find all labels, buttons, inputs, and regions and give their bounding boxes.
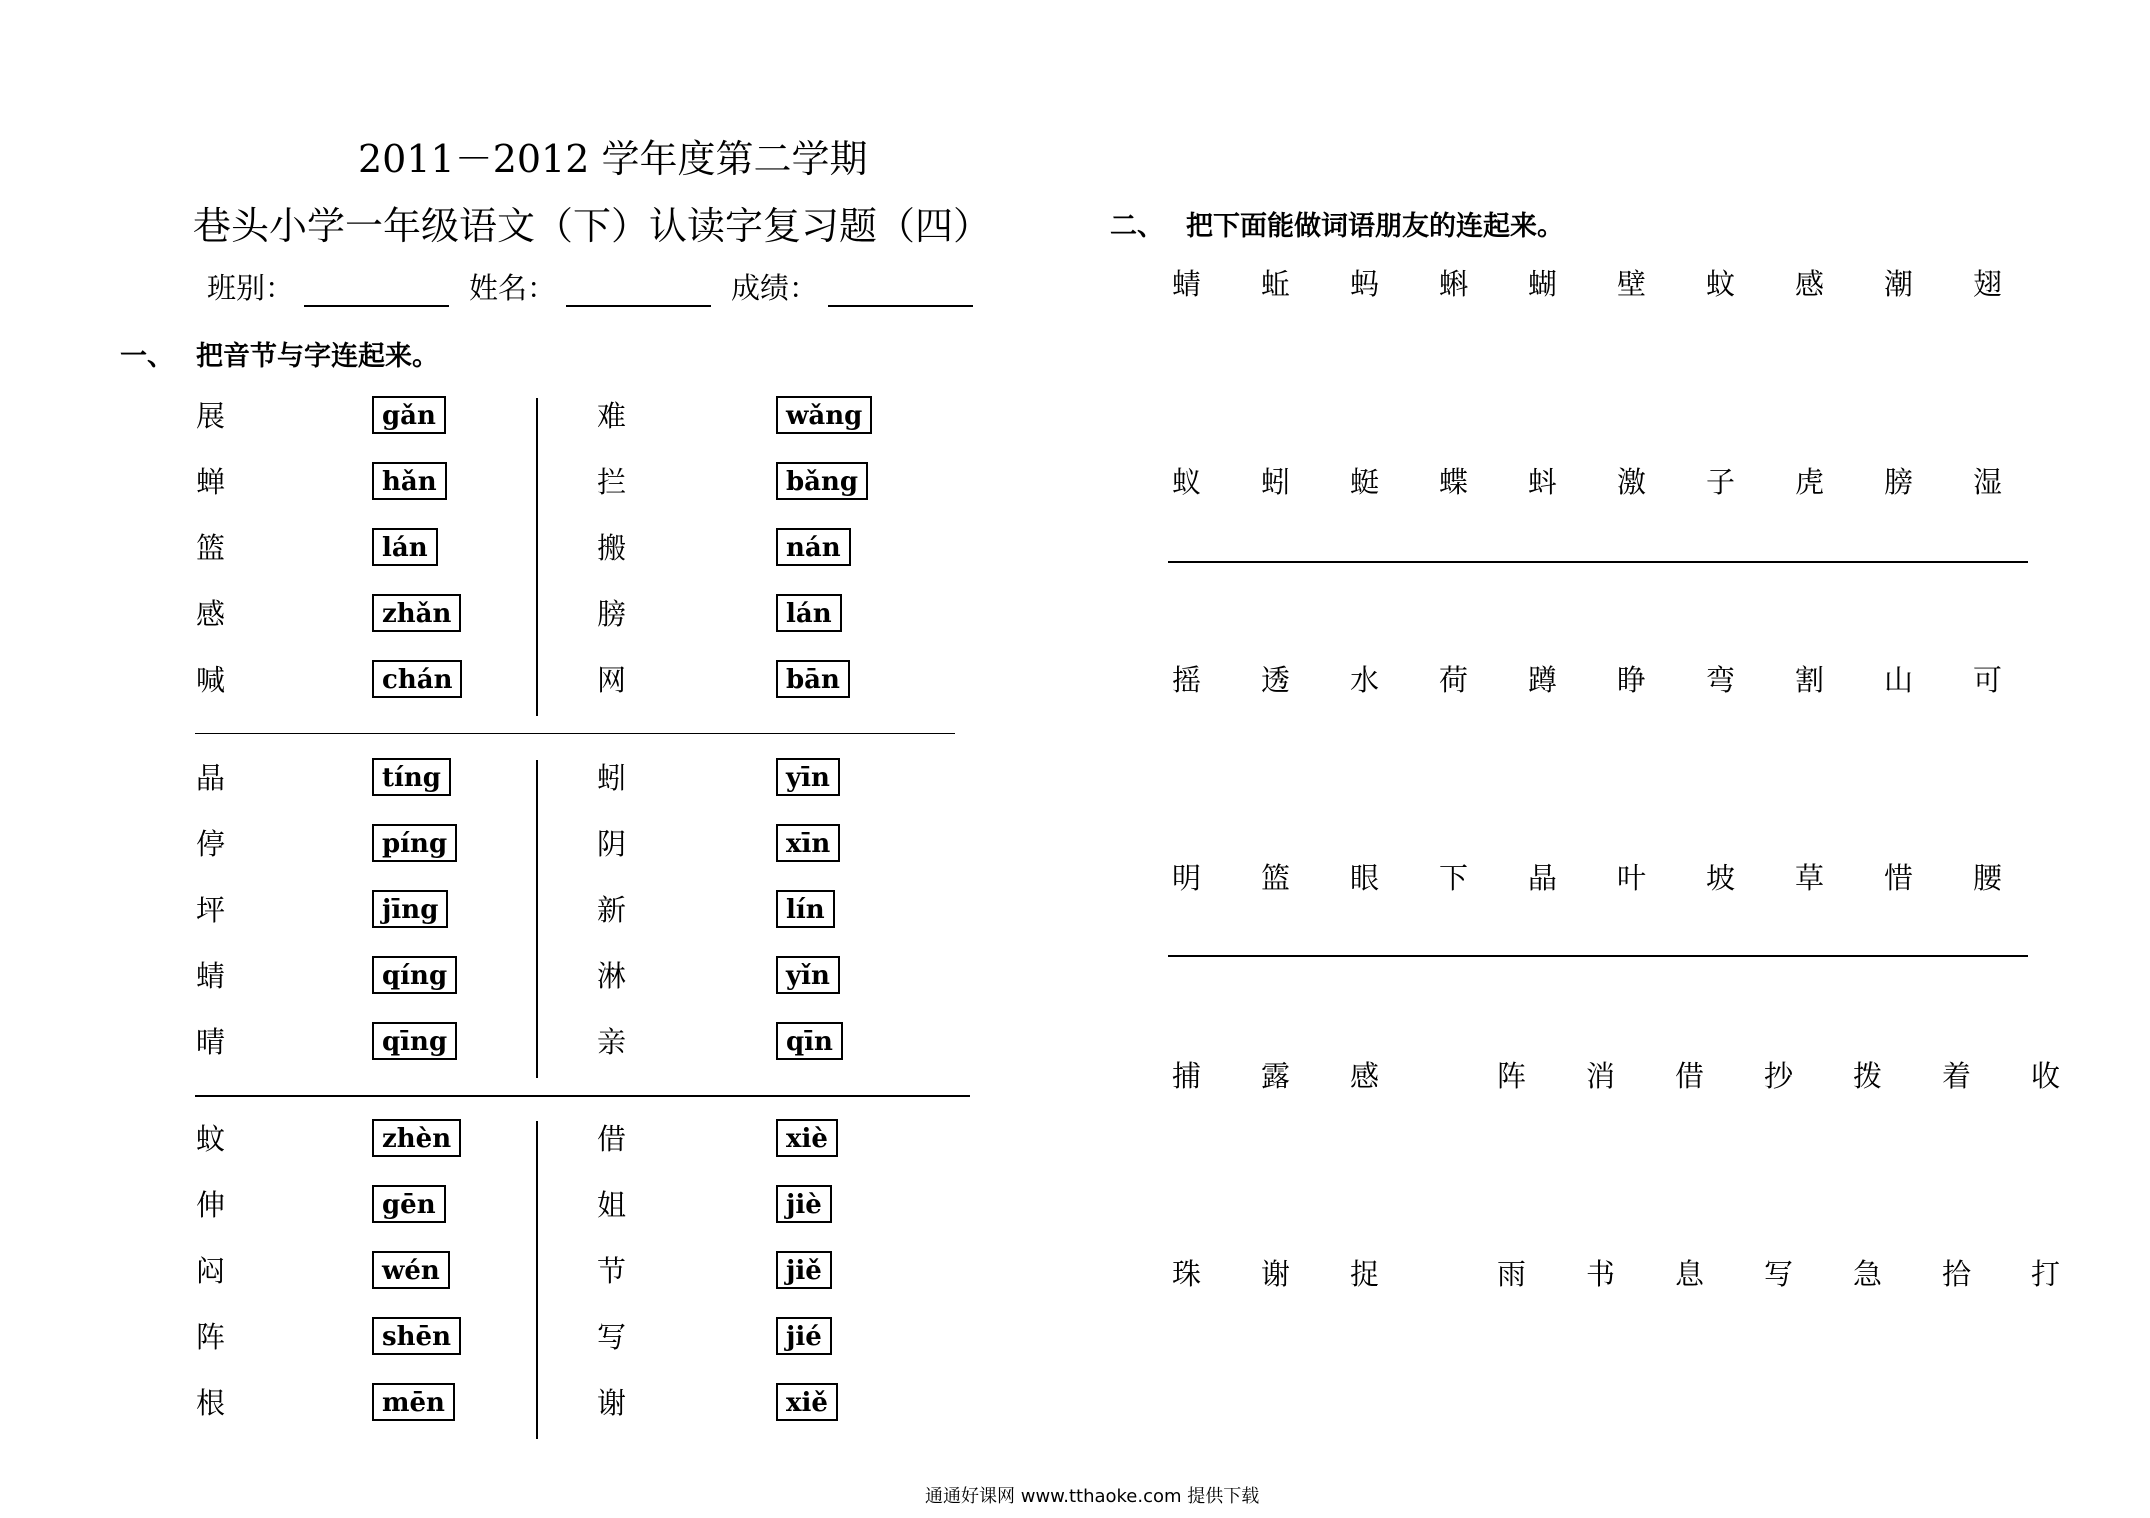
- pinyin-box[interactable]: gēn: [372, 1185, 446, 1223]
- character[interactable]: 闷: [196, 1254, 226, 1288]
- word-character[interactable]: 息: [1675, 1257, 1705, 1291]
- section-one-title: 把音节与字连起来。: [196, 341, 439, 372]
- name-label: 姓名：: [469, 271, 557, 305]
- word-character[interactable]: 晶: [1528, 861, 1558, 895]
- group-1-vertical-divider: [536, 398, 538, 716]
- pinyin-box[interactable]: mēn: [372, 1383, 455, 1421]
- character[interactable]: 亲: [597, 1025, 627, 1059]
- word-character[interactable]: 篮: [1261, 861, 1291, 895]
- word-character[interactable]: 透: [1261, 663, 1291, 697]
- pinyin-box[interactable]: wǎng: [776, 396, 872, 434]
- character[interactable]: 搬: [597, 531, 627, 565]
- word-divider-2: [1168, 955, 2028, 957]
- character[interactable]: 感: [196, 597, 226, 631]
- pinyin-box[interactable]: nán: [776, 528, 851, 566]
- word-character[interactable]: 蝌: [1439, 267, 1469, 301]
- name-blank[interactable]: [566, 277, 711, 307]
- pinyin-box[interactable]: qíng: [372, 956, 457, 994]
- word-character[interactable]: 写: [1764, 1257, 1794, 1291]
- footer-credit: 通通好课网 www.tthaoke.com 提供下载: [925, 1486, 1260, 1507]
- word-character[interactable]: 蚁: [1172, 465, 1202, 499]
- section-two-title: 把下面能做词语朋友的连起来。: [1186, 211, 1564, 242]
- word-character[interactable]: 虎: [1795, 465, 1825, 499]
- pinyin-box[interactable]: yǐn: [776, 956, 840, 994]
- word-character[interactable]: 潮: [1884, 267, 1914, 301]
- word-character[interactable]: 蝴: [1528, 267, 1558, 301]
- character[interactable]: 谢: [597, 1386, 627, 1420]
- pinyin-box[interactable]: jīng: [372, 890, 448, 928]
- word-character[interactable]: 消: [1586, 1059, 1616, 1093]
- pinyin-box[interactable]: xiè: [776, 1119, 838, 1157]
- character[interactable]: 姐: [597, 1188, 627, 1222]
- word-character[interactable]: 急: [1853, 1257, 1883, 1291]
- pinyin-box[interactable]: chán: [372, 660, 462, 698]
- word-character[interactable]: 蚓: [1261, 465, 1291, 499]
- pinyin-box[interactable]: hǎn: [372, 462, 447, 500]
- word-character[interactable]: 荷: [1439, 663, 1469, 697]
- word-character[interactable]: 阵: [1497, 1059, 1527, 1093]
- pinyin-box[interactable]: zhèn: [372, 1119, 461, 1157]
- word-character[interactable]: 书: [1586, 1257, 1616, 1291]
- character[interactable]: 膀: [597, 597, 627, 631]
- pinyin-box[interactable]: lán: [776, 594, 842, 632]
- word-character[interactable]: 捉: [1350, 1257, 1380, 1291]
- word-character[interactable]: 子: [1706, 465, 1736, 499]
- character[interactable]: 难: [597, 399, 627, 433]
- student-info-row: [207, 266, 993, 307]
- character[interactable]: 写: [597, 1320, 627, 1354]
- pinyin-box[interactable]: qīng: [372, 1022, 457, 1060]
- word-character[interactable]: 睁: [1617, 663, 1647, 697]
- character[interactable]: 借: [597, 1122, 627, 1156]
- word-character[interactable]: 弯: [1706, 663, 1736, 697]
- word-character[interactable]: 拾: [1942, 1257, 1972, 1291]
- worksheet-title: 巷头小学一年级语文（下）认读字复习题（四）: [193, 204, 992, 248]
- word-character[interactable]: 感: [1795, 267, 1825, 301]
- word-character[interactable]: 珠: [1172, 1257, 1202, 1291]
- score-blank[interactable]: [828, 277, 973, 307]
- character[interactable]: 停: [196, 827, 226, 861]
- pinyin-box[interactable]: lín: [776, 890, 835, 928]
- character[interactable]: 坪: [196, 893, 226, 927]
- class-label: 班别：: [207, 271, 295, 305]
- word-character[interactable]: 借: [1675, 1059, 1705, 1093]
- pinyin-box[interactable]: gǎn: [372, 396, 446, 434]
- class-blank[interactable]: [304, 277, 449, 307]
- character[interactable]: 晴: [196, 1025, 226, 1059]
- word-character[interactable]: 蜓: [1350, 465, 1380, 499]
- character[interactable]: 展: [196, 399, 226, 433]
- word-character[interactable]: 蚊: [1706, 267, 1736, 301]
- word-character[interactable]: 着: [1942, 1059, 1972, 1093]
- character[interactable]: 阵: [196, 1320, 226, 1354]
- worksheet-term-title: 2011－2012 学年度第二学期: [358, 137, 868, 181]
- character[interactable]: 拦: [597, 465, 627, 499]
- character[interactable]: 喊: [196, 663, 226, 697]
- word-character[interactable]: 感: [1350, 1059, 1380, 1093]
- character[interactable]: 网: [597, 663, 627, 697]
- word-character[interactable]: 蜻: [1172, 267, 1202, 301]
- pinyin-box[interactable]: xiě: [776, 1383, 838, 1421]
- character[interactable]: 淋: [597, 959, 627, 993]
- word-character[interactable]: 腰: [1973, 861, 2003, 895]
- word-character[interactable]: 山: [1884, 663, 1914, 697]
- character[interactable]: 蝉: [196, 465, 226, 499]
- section-one-number: 一、: [120, 341, 174, 372]
- character[interactable]: 蚓: [597, 761, 627, 795]
- pinyin-box[interactable]: wén: [372, 1251, 450, 1289]
- character[interactable]: 篮: [196, 531, 226, 565]
- pinyin-box[interactable]: shēn: [372, 1317, 461, 1355]
- character[interactable]: 节: [597, 1254, 627, 1288]
- pinyin-box[interactable]: tíng: [372, 758, 451, 796]
- pinyin-box[interactable]: yīn: [776, 758, 840, 796]
- word-character[interactable]: 割: [1795, 663, 1825, 697]
- score-label: 成绩：: [731, 271, 819, 305]
- word-character[interactable]: 捕: [1172, 1059, 1202, 1093]
- word-character[interactable]: 拨: [1853, 1059, 1883, 1093]
- word-character[interactable]: 蚪: [1528, 465, 1558, 499]
- character[interactable]: 伸: [196, 1188, 226, 1222]
- word-divider-1: [1168, 561, 2028, 563]
- word-character[interactable]: 明: [1172, 861, 1202, 895]
- character[interactable]: 新: [597, 893, 627, 927]
- word-character[interactable]: 蹲: [1528, 663, 1558, 697]
- word-character[interactable]: 打: [2031, 1257, 2061, 1291]
- pinyin-box[interactable]: bān: [776, 660, 850, 698]
- pinyin-box[interactable]: bǎng: [776, 462, 868, 500]
- word-character[interactable]: 露: [1261, 1059, 1291, 1093]
- group-3-vertical-divider: [536, 1121, 538, 1439]
- section-two-number: 二、: [1110, 211, 1164, 242]
- word-character[interactable]: 惜: [1884, 861, 1914, 895]
- section-two-heading: [1110, 204, 1564, 243]
- word-character[interactable]: 蝶: [1439, 465, 1469, 499]
- word-character[interactable]: 草: [1795, 861, 1825, 895]
- word-character[interactable]: 膀: [1884, 465, 1914, 499]
- pinyin-box[interactable]: jiě: [776, 1251, 832, 1289]
- character[interactable]: 蚊: [196, 1122, 226, 1156]
- word-character[interactable]: 湿: [1973, 465, 2003, 499]
- pinyin-box[interactable]: qīn: [776, 1022, 843, 1060]
- word-character[interactable]: 摇: [1172, 663, 1202, 697]
- word-character[interactable]: 坡: [1706, 861, 1736, 895]
- character[interactable]: 晶: [196, 761, 226, 795]
- character[interactable]: 蜻: [196, 959, 226, 993]
- word-character[interactable]: 激: [1617, 465, 1647, 499]
- word-character[interactable]: 抄: [1764, 1059, 1794, 1093]
- character[interactable]: 根: [196, 1386, 226, 1420]
- group-divider-1: [195, 733, 955, 734]
- pinyin-box[interactable]: xīn: [776, 824, 840, 862]
- word-character[interactable]: 下: [1439, 861, 1469, 895]
- group-2-vertical-divider: [536, 760, 538, 1078]
- word-character[interactable]: 水: [1350, 663, 1380, 697]
- word-character[interactable]: 可: [1973, 663, 2003, 697]
- word-character[interactable]: 雨: [1497, 1257, 1527, 1291]
- pinyin-box[interactable]: lán: [372, 528, 438, 566]
- word-character[interactable]: 眼: [1350, 861, 1380, 895]
- word-character[interactable]: 翅: [1973, 267, 2003, 301]
- pinyin-box[interactable]: píng: [372, 824, 457, 862]
- word-character[interactable]: 谢: [1261, 1257, 1291, 1291]
- word-character[interactable]: 蚯: [1261, 267, 1291, 301]
- word-character[interactable]: 蚂: [1350, 267, 1380, 301]
- section-one-heading: [120, 334, 439, 373]
- pinyin-box[interactable]: jiè: [776, 1185, 832, 1223]
- group-divider-2: [195, 1095, 970, 1097]
- word-character[interactable]: 壁: [1617, 267, 1647, 301]
- pinyin-box[interactable]: zhǎn: [372, 594, 461, 632]
- pinyin-box[interactable]: jié: [776, 1317, 832, 1355]
- word-character[interactable]: 叶: [1617, 861, 1647, 895]
- character[interactable]: 阴: [597, 827, 627, 861]
- word-character[interactable]: 收: [2031, 1059, 2061, 1093]
